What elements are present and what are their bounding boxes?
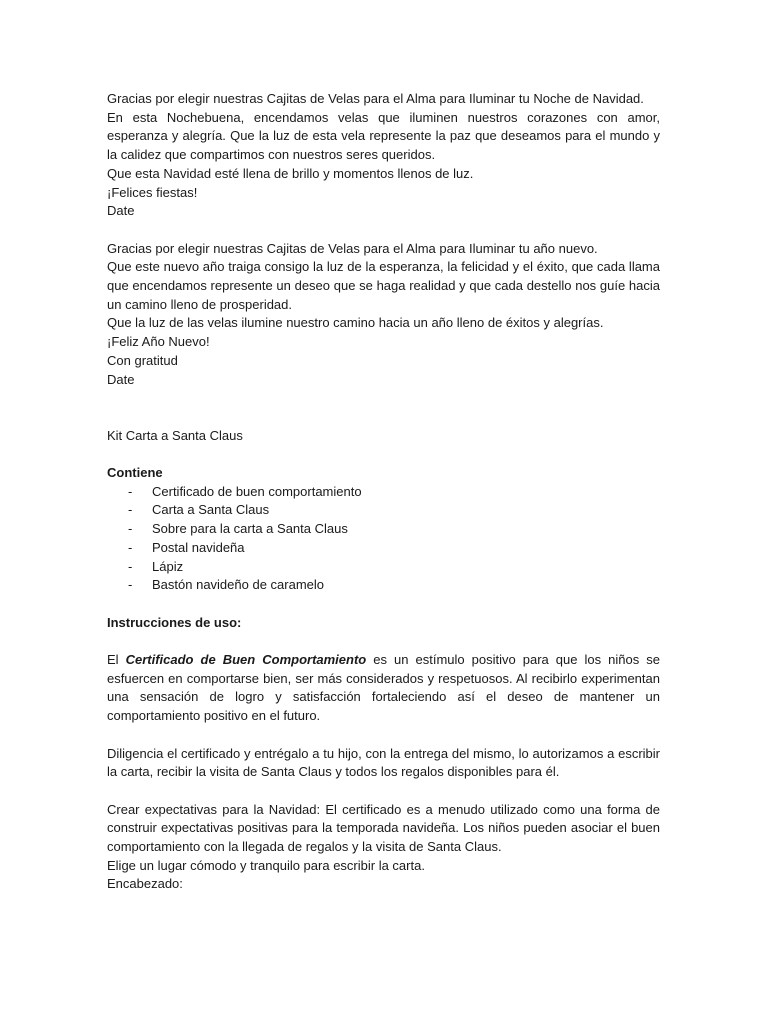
christmas-wish-line: Que esta Navidad esté llena de brillo y momentos llenos de luz. bbox=[107, 165, 474, 181]
certificate-name: Certificado de Buen Comportamiento bbox=[125, 652, 367, 668]
newyear-thanks-line: Gracias por elegir nuestras Cajitas de Velas para el Alma para Iluminar tu año nuevo. bbox=[107, 240, 598, 256]
list-item-label: Bastón navideño de caramelo bbox=[152, 577, 325, 593]
spacer bbox=[107, 221, 660, 240]
dash-bullet: - bbox=[128, 577, 133, 593]
list-item-label: Carta a Santa Claus bbox=[152, 502, 270, 518]
newyear-date: Date bbox=[107, 371, 135, 387]
christmas-thanks-line: Gracias por elegir nuestras Cajitas de Velas para el Alma para Iluminar tu Noche de Navidad. bbox=[107, 91, 644, 106]
document-page bbox=[107, 90, 660, 894]
spacer bbox=[107, 595, 660, 614]
list-item bbox=[107, 576, 660, 595]
spacer bbox=[107, 445, 660, 464]
place-line: Elige un lugar cómodo y tranquilo para escribir la carta. bbox=[107, 857, 425, 873]
kit-title: Kit Carta a Santa Claus bbox=[107, 427, 243, 443]
certificate-description: es un estímulo positivo para que los niños se esfuercen en comportarse bien, ser más considerados y respetuosos. Al recibirlo experimentan una sensación de logro y satisfacción fortaleciendo así el deseo de mantener un comportamiento positivo en el futuro. bbox=[107, 652, 661, 724]
dash-bullet: - bbox=[128, 521, 133, 537]
list-item-label: Certificado de buen comportamiento bbox=[152, 483, 362, 499]
christmas-paragraph: En esta Nochebuena, encendamos velas que iluminen nuestros corazones con amor, esperanza y alegría. Que la luz de esta vela represente la paz que deseamos para el mundo y la calidez que compartimos con nuestros seres queridos. bbox=[107, 109, 660, 163]
list-item bbox=[107, 501, 660, 520]
dash-bullet: - bbox=[128, 558, 133, 574]
list-item bbox=[107, 483, 660, 502]
list-item bbox=[107, 558, 660, 577]
list-item bbox=[107, 539, 660, 558]
list-item-label: Sobre para la carta a Santa Claus bbox=[152, 521, 348, 537]
christmas-date: Date bbox=[107, 203, 135, 219]
spacer bbox=[107, 389, 660, 426]
instructions-heading: Instrucciones de uso: bbox=[107, 614, 242, 630]
list-item-label: Postal navideña bbox=[152, 539, 245, 555]
newyear-greeting: ¡Feliz Año Nuevo! bbox=[107, 334, 210, 350]
header-label: Encabezado: bbox=[107, 876, 183, 892]
certificate-prefix: El bbox=[107, 652, 126, 668]
dash-bullet: - bbox=[128, 483, 133, 499]
contents-heading: Contiene bbox=[107, 465, 163, 481]
dash-bullet: - bbox=[128, 502, 133, 518]
expectations-paragraph: Crear expectativas para la Navidad: El certificado es a menudo utilizado como una forma de construir expectativas positivas para la temporada navideña. Los niños pueden asociar el buen comportamiento con la llegada de regalos y la visita de Santa Claus. bbox=[107, 801, 660, 855]
newyear-closing: Con gratitud bbox=[107, 352, 178, 368]
diligence-paragraph: Diligencia el certificado y entrégalo a tu hijo, con la entrega del mismo, lo autorizamos a escribir la carta, recibir la visita de Santa Claus y todos los regalos disponibles para él. bbox=[107, 745, 660, 780]
list-item-label: Lápiz bbox=[152, 558, 184, 574]
spacer bbox=[107, 726, 660, 745]
newyear-wish-line: Que la luz de las velas ilumine nuestro camino hacia un año lleno de éxitos y alegrías. bbox=[107, 315, 604, 331]
certificate-paragraph bbox=[107, 651, 660, 726]
list-item bbox=[107, 520, 660, 539]
newyear-paragraph: Que este nuevo año traiga consigo la luz de la esperanza, la felicidad y el éxito, que cada llama que encendamos represente un deseo que se haga realidad y que cada destello nos guíe hacia un camino lleno de prosperidad. bbox=[107, 259, 660, 312]
dash-bullet: - bbox=[128, 539, 133, 555]
christmas-greeting: ¡Felices fiestas! bbox=[107, 184, 198, 200]
spacer bbox=[107, 782, 660, 801]
spacer bbox=[107, 632, 660, 651]
contents-list bbox=[107, 483, 660, 595]
